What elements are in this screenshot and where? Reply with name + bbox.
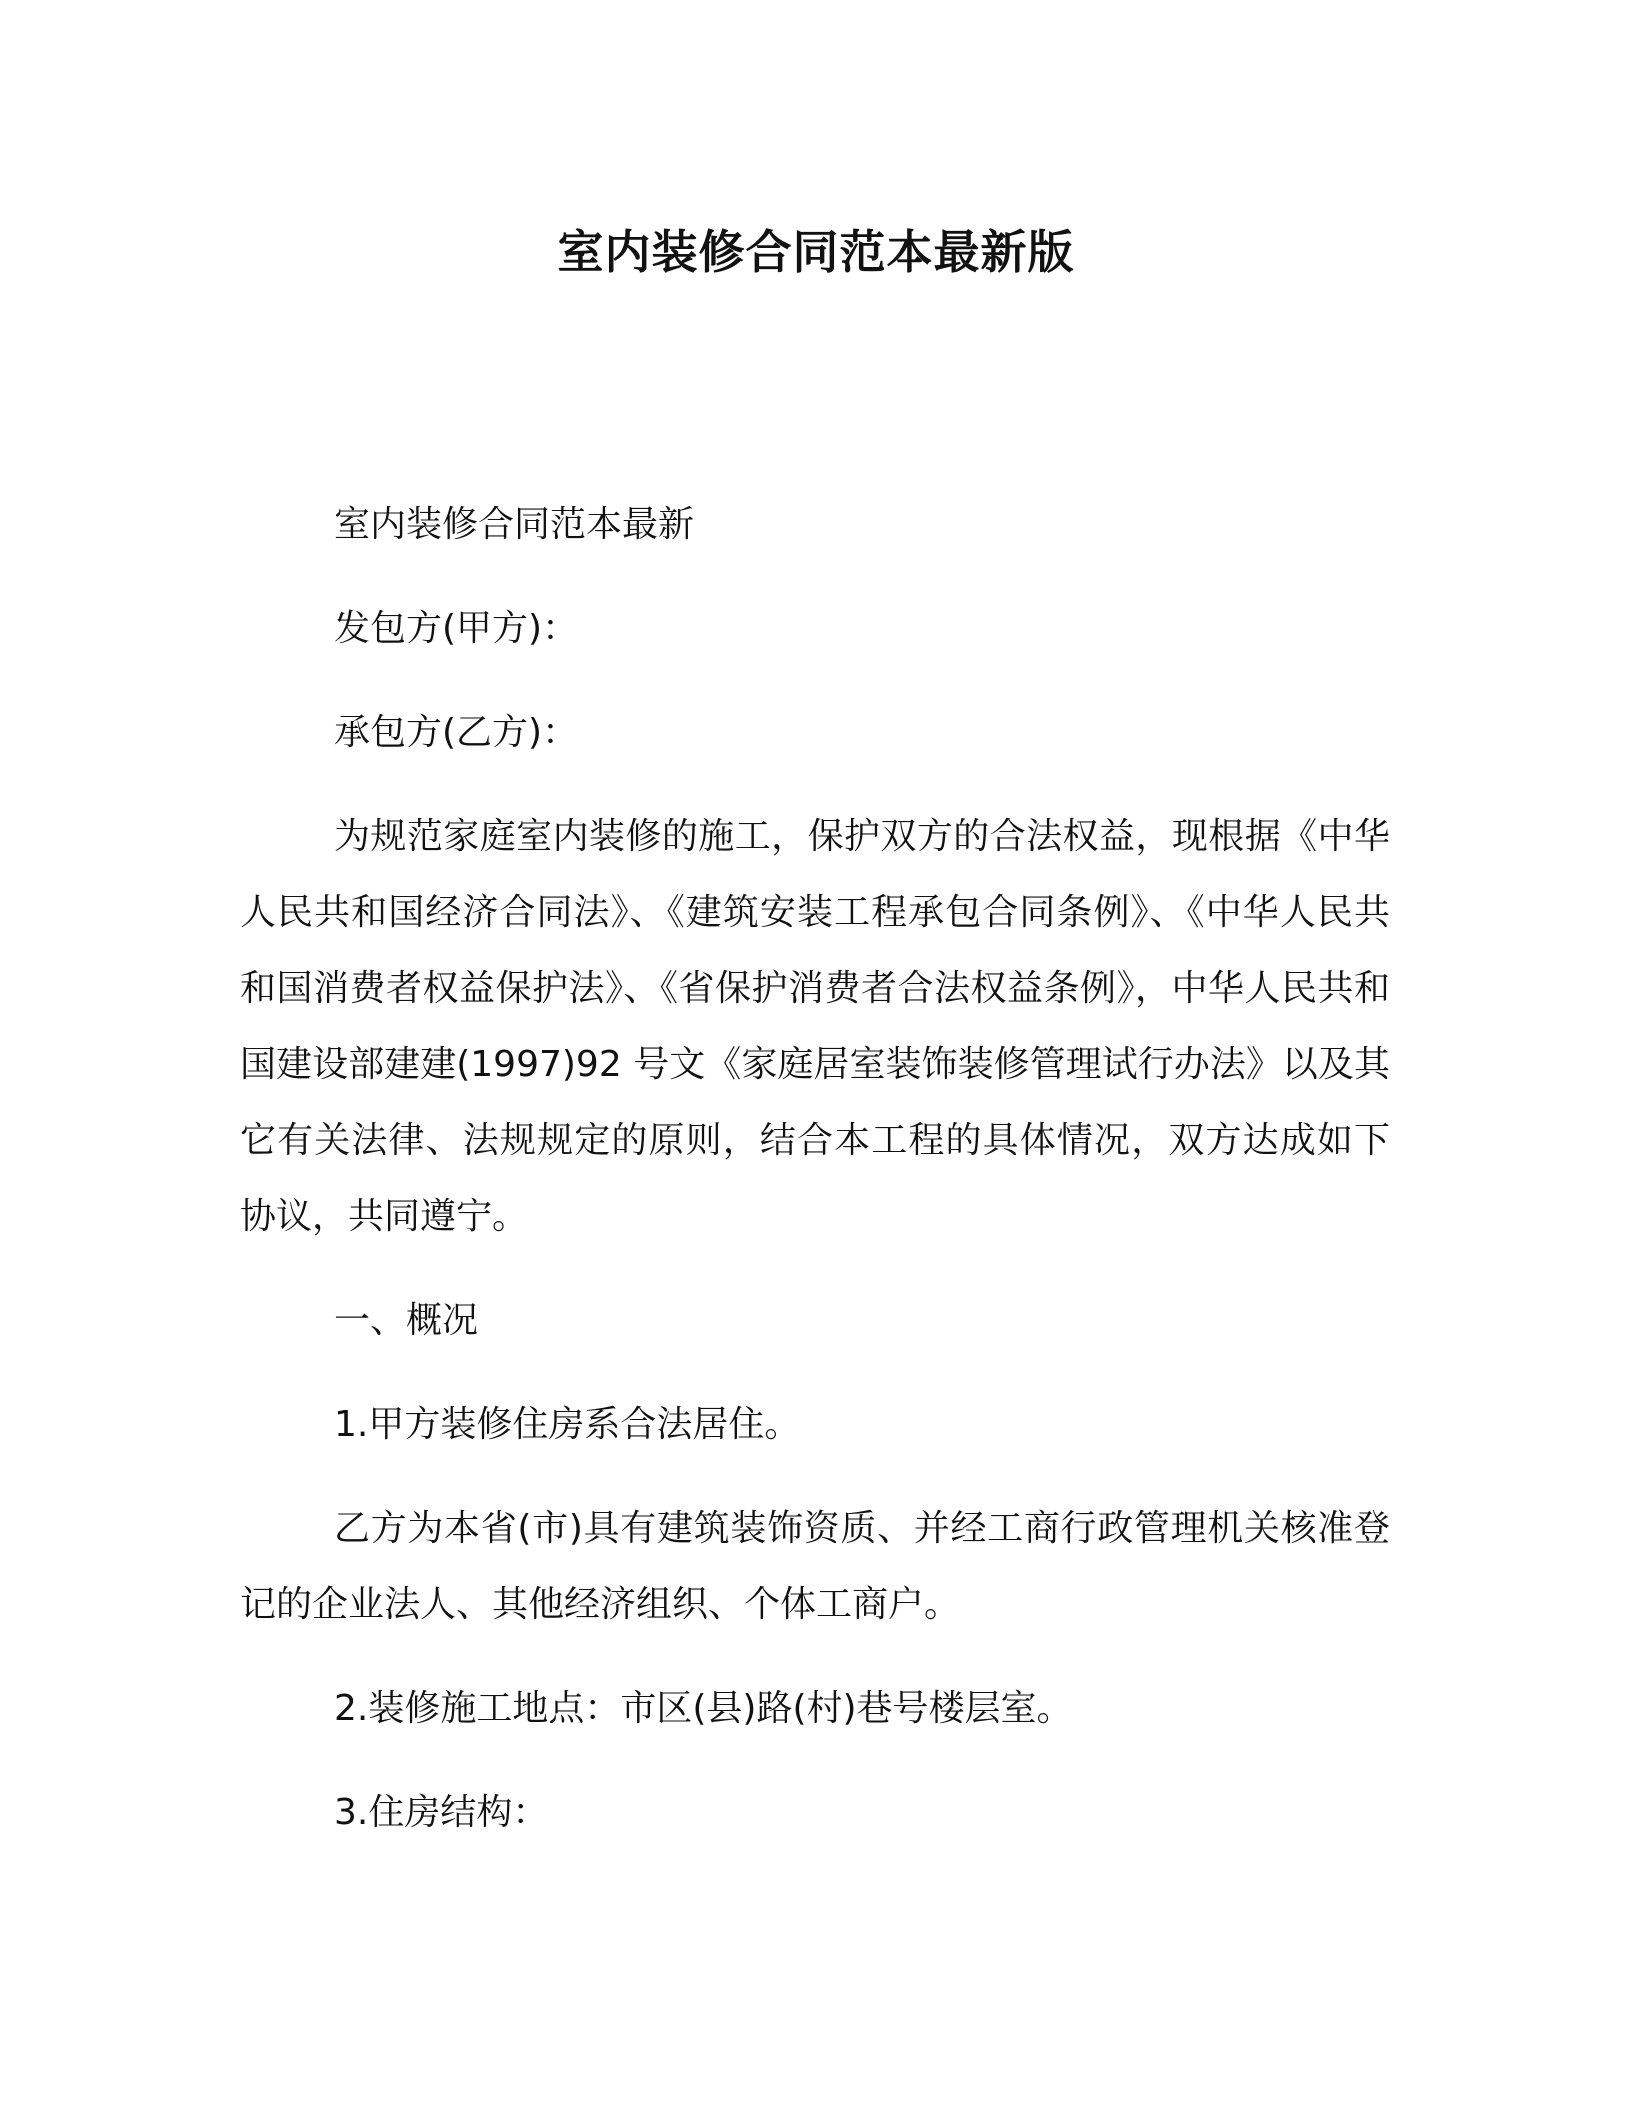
paragraph-preamble: 为规范家庭室内装修的施工，保护双方的合法权益，现根据《中华人民共和国经济合同法》、《建筑安装工程承包合同条例》、《中华人民共和国消费者权益保护法》、《省保护消费者合法权益条例》，中华人民共和国建设部建建(1997)92 号文《家庭居室装饰装修管理试行办法》以及其它有关法律、法规规定的原则，结合本工程的具体情况，双方达成如下协议，共同遵宁。 (240, 816, 1390, 1237)
paragraph-subtitle: 室内装修合同范本最新 (334, 504, 695, 545)
document-title: 室内装修合同范本最新版 (557, 225, 1075, 279)
paragraph-party-b-qualification: 乙方为本省(市)具有建筑装饰资质、并经工商行政管理机关核准登记的企业法人、其他经济组织、个体工商户。 (240, 1508, 1390, 1625)
section-heading-overview: 一、概况 (334, 1300, 479, 1341)
paragraph-item-2: 2.装修施工地点：市区(县)路(村)巷号楼层室。 (334, 1688, 1073, 1729)
paragraph-item-3: 3.住房结构： (334, 1792, 549, 1833)
paragraph-party-a: 发包方(甲方)： (334, 608, 579, 649)
paragraph-party-b: 承包方(乙方)： (334, 712, 579, 753)
paragraph-item-1: 1.甲方装修住房系合法居住。 (334, 1404, 801, 1445)
document-body (240, 487, 1390, 1879)
